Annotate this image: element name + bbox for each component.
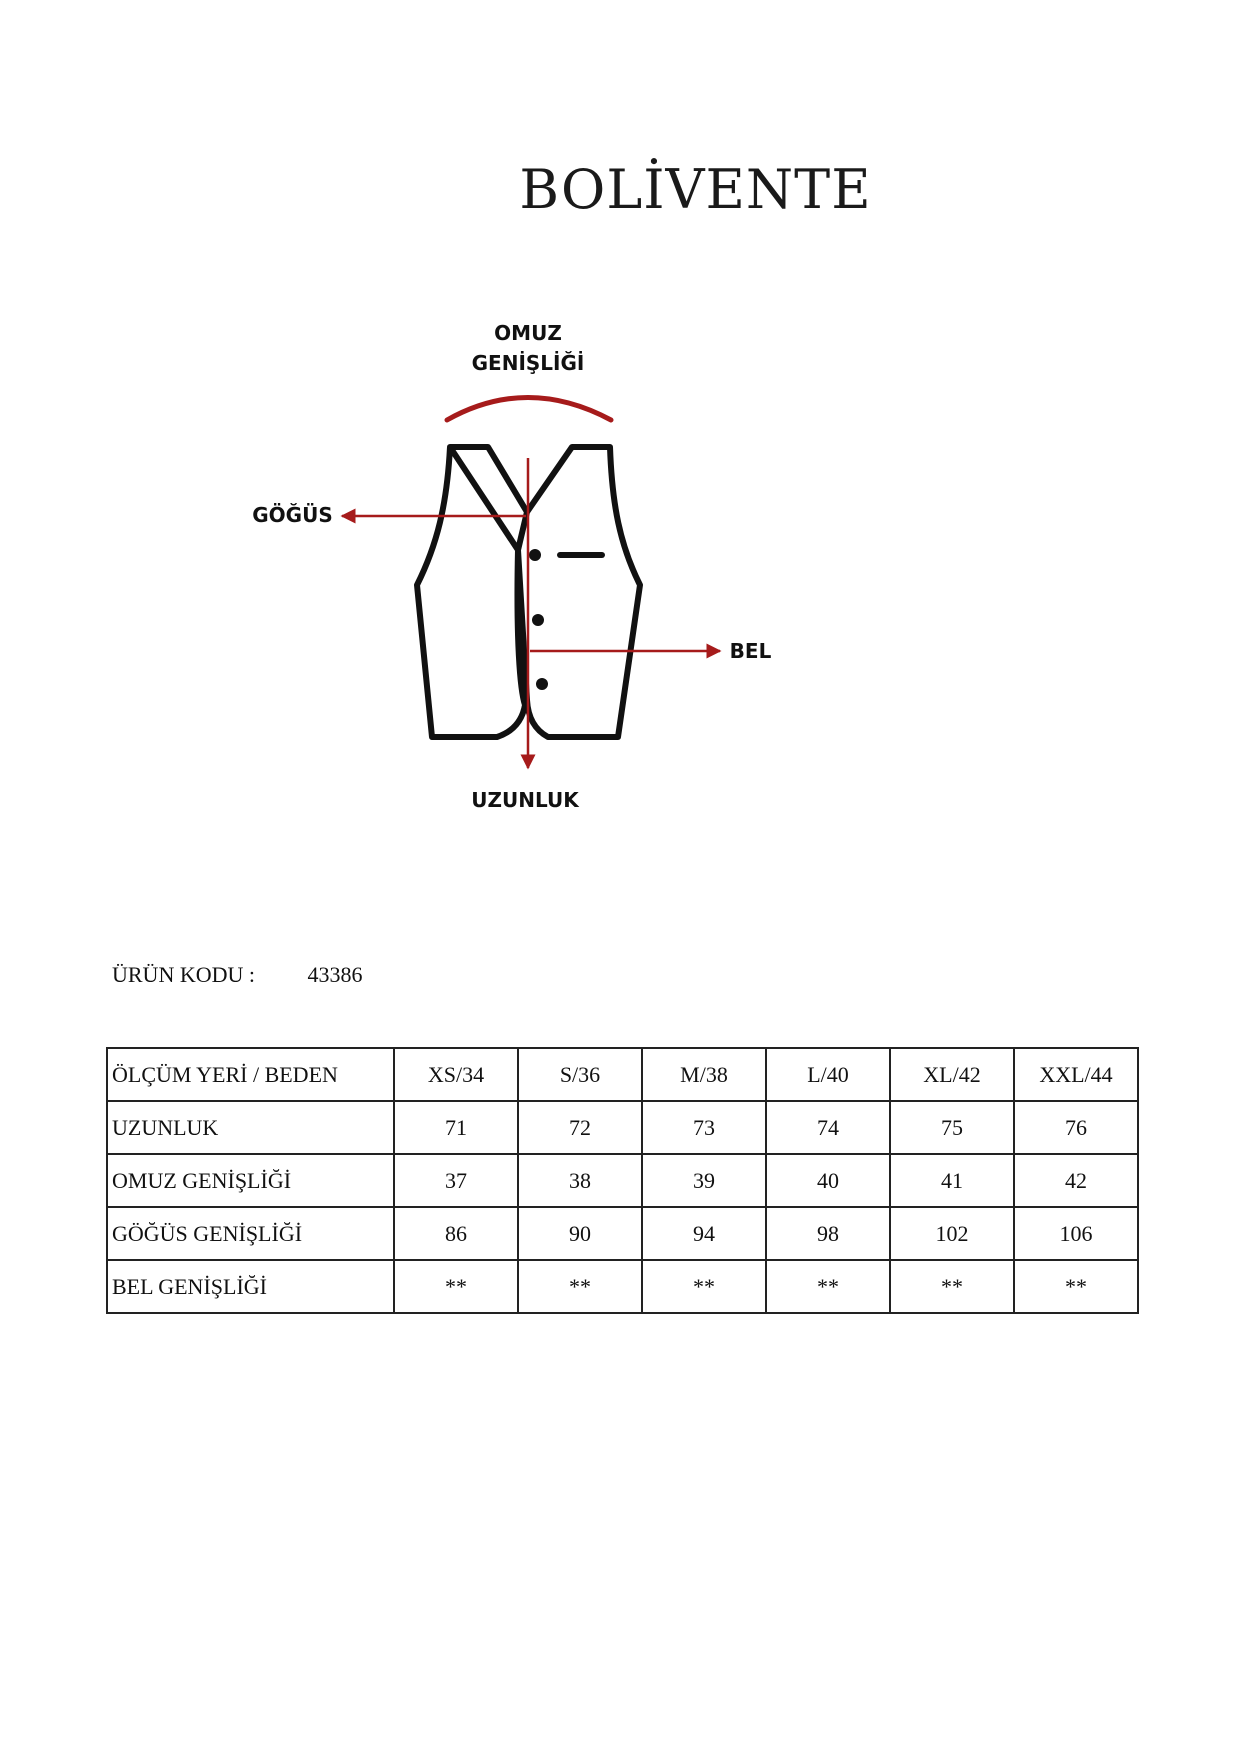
- brand-logo: BOLİVENTE: [519, 158, 872, 221]
- table-cell: 42: [1014, 1154, 1138, 1207]
- waist-label: BEL: [729, 639, 772, 663]
- table-header-cell: M/38: [642, 1048, 766, 1101]
- table-cell: **: [1014, 1260, 1138, 1313]
- shoulder-label-line2: GENİŞLİĞİ: [471, 351, 585, 375]
- shoulder-label: [448, 318, 608, 378]
- table-header-cell: L/40: [766, 1048, 890, 1101]
- chest-label: GÖĞÜS: [252, 503, 333, 527]
- table-cell: 74: [766, 1101, 890, 1154]
- table-cell: **: [890, 1260, 1014, 1313]
- table-header-cell: ÖLÇÜM YERİ / BEDEN: [107, 1048, 394, 1101]
- table-cell: **: [642, 1260, 766, 1313]
- vest-button: [529, 549, 541, 561]
- product-code-value: 43386: [307, 962, 363, 987]
- table-row-label: GÖĞÜS GENİŞLİĞİ: [107, 1207, 394, 1260]
- table-row-label: BEL GENİŞLİĞİ: [107, 1260, 394, 1313]
- table-cell: 98: [766, 1207, 890, 1260]
- table-row: [107, 1154, 1138, 1207]
- table-row-label: OMUZ GENİŞLİĞİ: [107, 1154, 394, 1207]
- table-header-cell: S/36: [518, 1048, 642, 1101]
- table-header-cell: XXL/44: [1014, 1048, 1138, 1101]
- table-row-label: UZUNLUK: [107, 1101, 394, 1154]
- size-chart-table: [106, 1047, 1139, 1314]
- table-cell: 90: [518, 1207, 642, 1260]
- table-cell: 86: [394, 1207, 518, 1260]
- table-header-row: [107, 1048, 1138, 1101]
- table-cell: 72: [518, 1101, 642, 1154]
- table-cell: 40: [766, 1154, 890, 1207]
- table-cell: **: [518, 1260, 642, 1313]
- table-cell: 76: [1014, 1101, 1138, 1154]
- table-cell: 106: [1014, 1207, 1138, 1260]
- product-code-row: [112, 962, 363, 988]
- table-cell: 41: [890, 1154, 1014, 1207]
- shoulder-label-line1: OMUZ: [494, 321, 562, 345]
- table-cell: **: [394, 1260, 518, 1313]
- table-row: [107, 1260, 1138, 1313]
- table-cell: 71: [394, 1101, 518, 1154]
- table-header-cell: XL/42: [890, 1048, 1014, 1101]
- vest-button: [532, 614, 544, 626]
- table-cell: 102: [890, 1207, 1014, 1260]
- product-code-label: ÜRÜN KODU :: [112, 962, 255, 987]
- vest-button: [536, 678, 548, 690]
- length-label: UZUNLUK: [471, 788, 579, 812]
- table-cell: 75: [890, 1101, 1014, 1154]
- table-cell: 73: [642, 1101, 766, 1154]
- table-header-cell: XS/34: [394, 1048, 518, 1101]
- table-cell: 38: [518, 1154, 642, 1207]
- table-cell: 94: [642, 1207, 766, 1260]
- table-cell: 39: [642, 1154, 766, 1207]
- table-row: [107, 1207, 1138, 1260]
- table-cell: 37: [394, 1154, 518, 1207]
- table-row: [107, 1101, 1138, 1154]
- table-cell: **: [766, 1260, 890, 1313]
- shoulder-width-arc: [447, 398, 611, 421]
